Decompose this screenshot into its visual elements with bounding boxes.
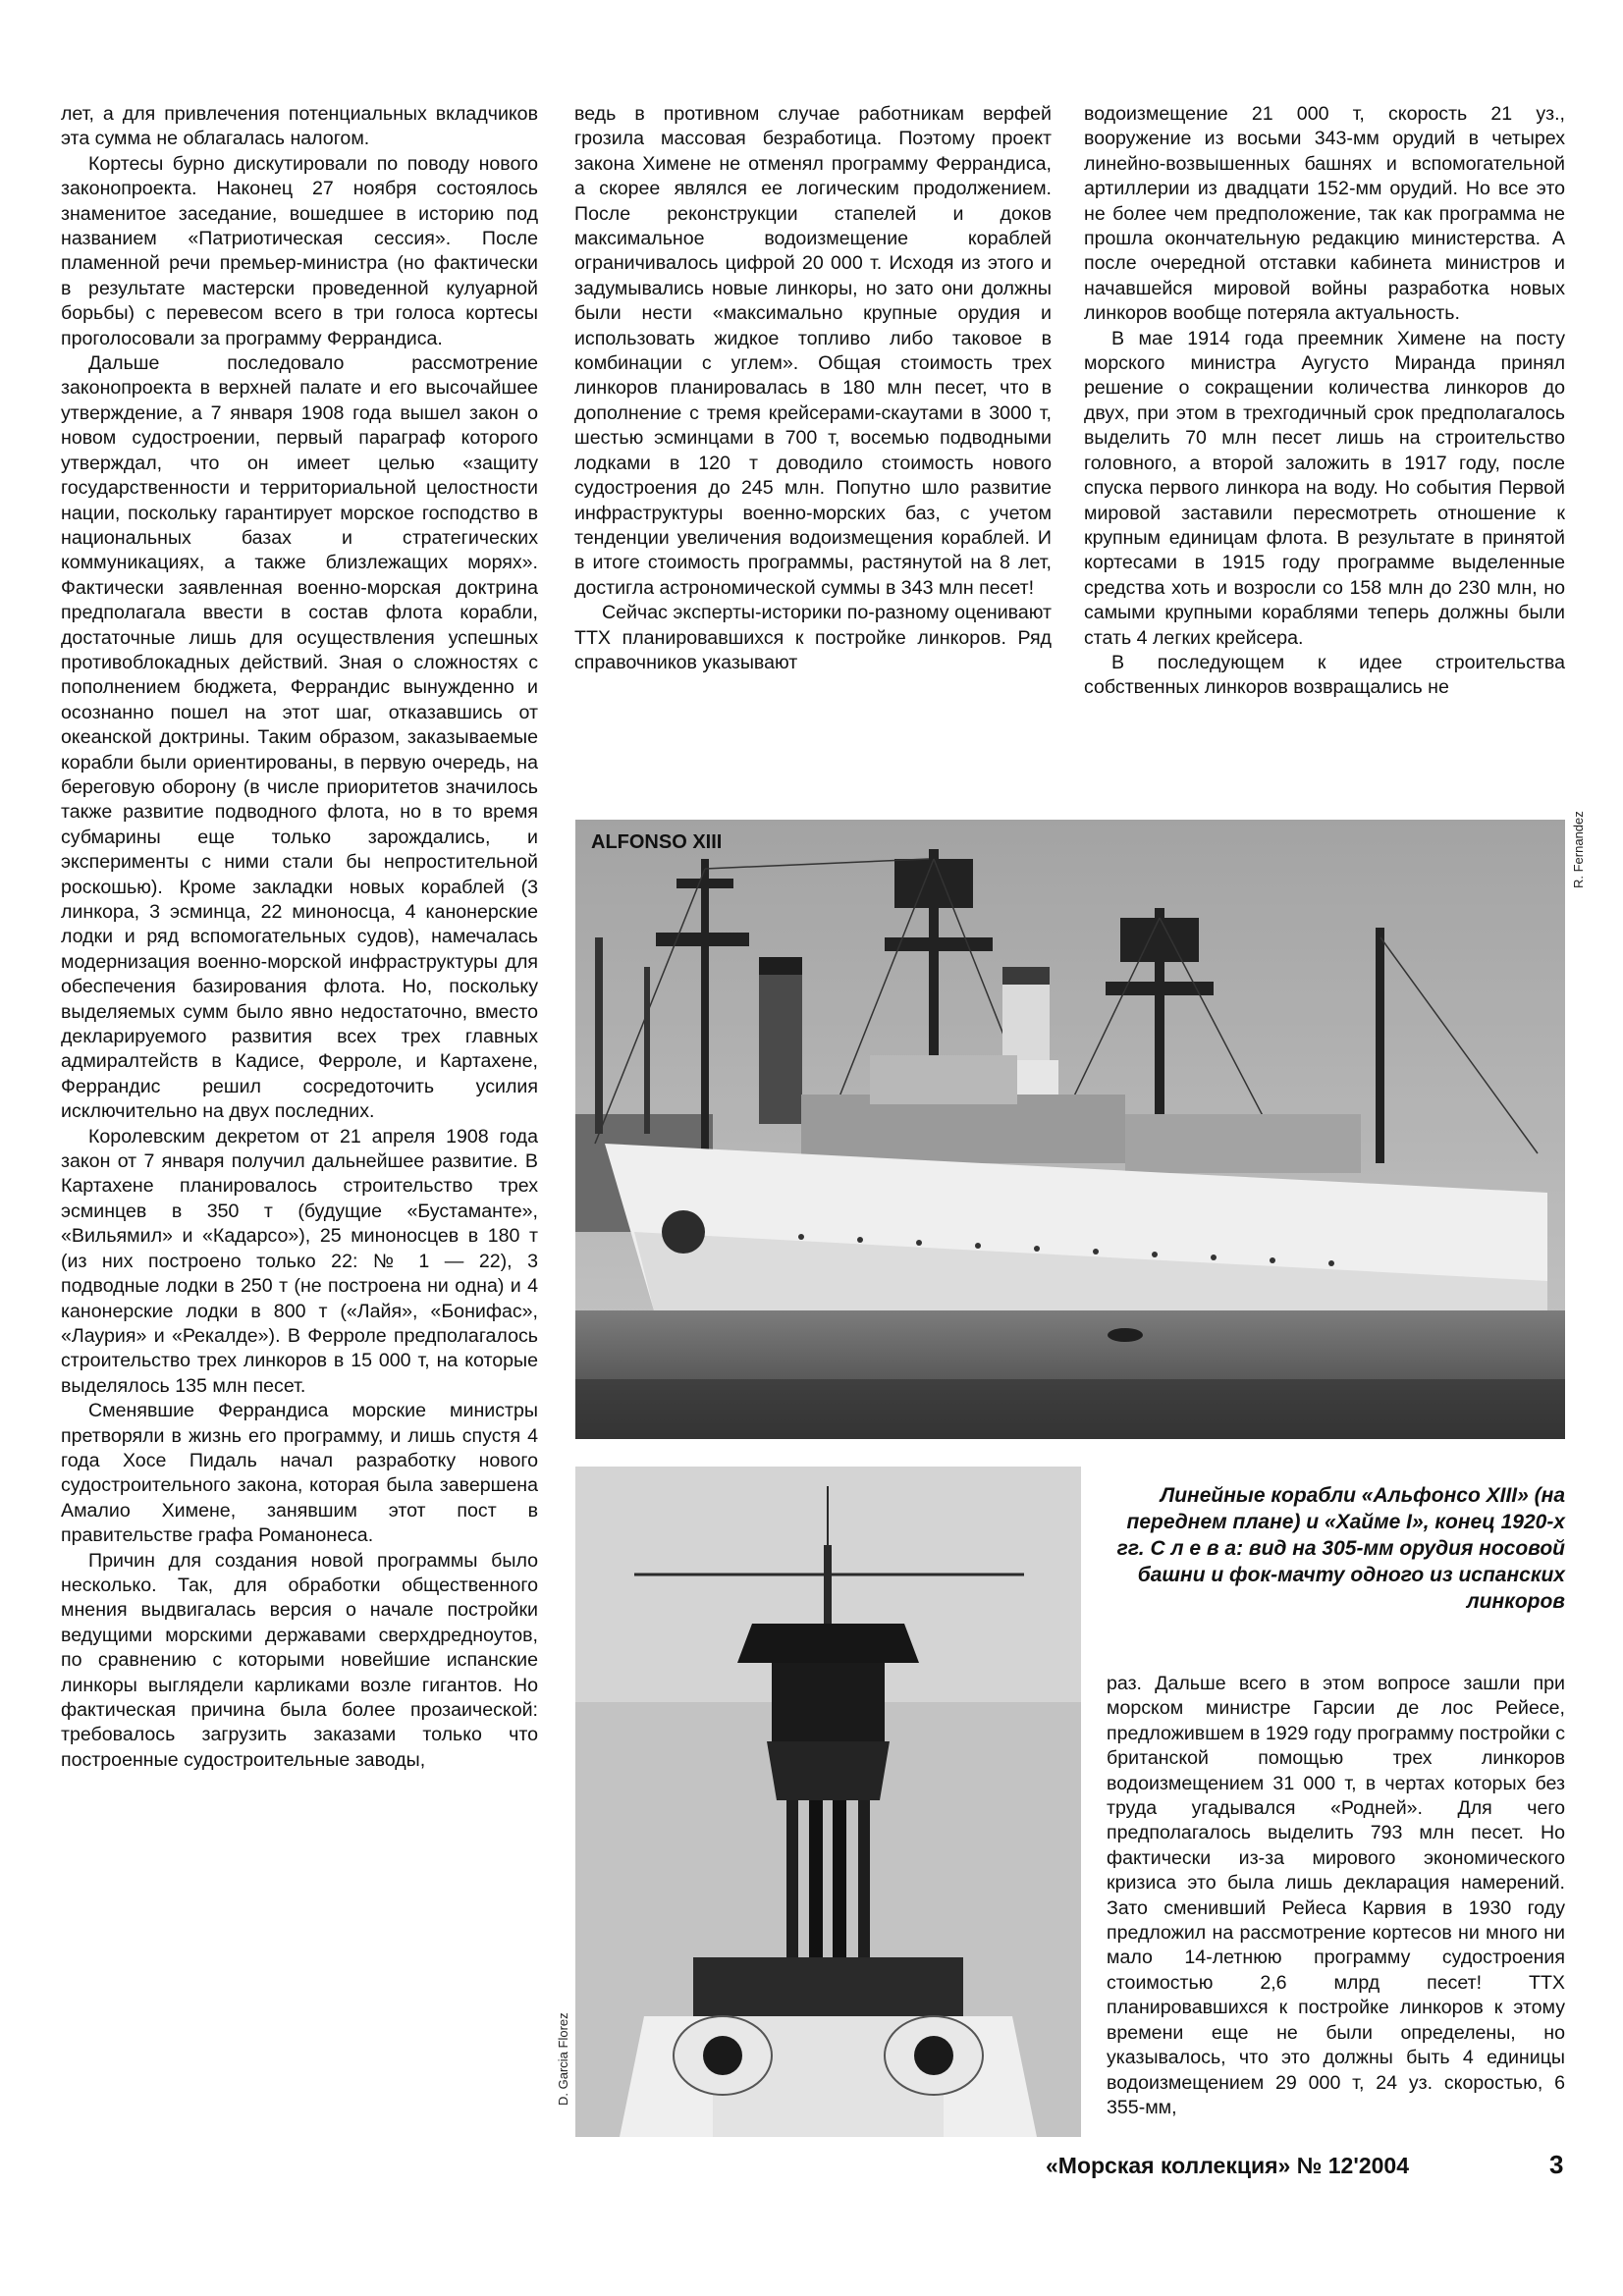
- journal-footer: «Морская коллекция» № 12'2004: [1046, 2153, 1409, 2178]
- text-column-1: [61, 102, 538, 1773]
- gun-turret-photo: [575, 1467, 1081, 2137]
- text-column-2: [574, 102, 1052, 675]
- paragraph: водоизмещение 21 000 т, скорость 21 уз., вооружение из восьми 343-мм орудий в четырех линейно-возвышенных башнях и вспомогательной артиллерии из двадцати 152-мм орудий. Но все это не более чем предположение, так как программа не прошла окончательную редакцию министерства. А после очередной отставки кабинета министров и начавшейся мировой войны разработка новых линкоров вообще потеряла актуальность.: [1084, 103, 1565, 325]
- paragraph: Кортесы бурно дискутировали по поводу нового законопроекта. Наконец 27 ноября состоялось знаменитое заседание, вошедшее в историю под названием «Патриотическая сессия». После пламенной речи премьер-министра (но фактически в результате мастерски проведенной кулуарной борьбы) с перевесом всего в три голоса кортесы проголосовали за программу Феррандиса.: [61, 152, 538, 349]
- paragraph: В последующем к идее строительства собственных линкоров возвращались не: [1084, 651, 1565, 699]
- paragraph: Дальше последовало рассмотрение законопроекта в верхней палате и его высочайшее утверждение, а 7 января 1908 года вышел закон о новом судостроении, первый параграф которого утверждал, что он имеет целью «защиту государственности и территориальной целостности нации, поскольку гарантирует морское господство в национальных базах и стратегических коммуникациях, а также близлежащих морях». Фактически заявленная военно-морская доктрина предполагала ввести в состав флота корабли, достаточные лишь для осуществления успешных противоблокадных действий. Зная о сложностях с пополнением бюджета, Феррандис вынужденно и осознанно пошел на этот шаг, отказавшись от океанской доктрины. Таким образом, заказываемые корабли были ориентированы, в первую очередь, на береговую оборону (в числе приоритетов значилось также развитие подводного флота, но в то время субмарины еще только зарождались, и эксперименты с ними стали бы непростительной роскошью). Кроме закладки новых кораблей (3 линкора, 3 эсминца, 22 миноносца, 4 канонерские лодки и ряд вспомогательных судов), намечалась модернизация военно-морской инфраструктуры для обеспечения базирования флота. Но, поскольку выделяемых сумм было явно недостаточно, вместо декларируемого развития всех трех главных адмиралтейств в Кадисе, Ферроле, и Картахене, Феррандис решил сосредоточить усилия исключительно на двух последних.: [61, 352, 538, 1123]
- paragraph: раз. Дальше всего в этом вопросе зашли при морском министре Гарсии де лос Рейесе, предложившем в 1929 году программу постройки с британской помощью трех линкоров водоизмещением 31 000 т, в чертах которых без труда угадывался «Родней». Для чего предполагалось выделить 793 млн песет. Но фактически из-за мирового экономического кризиса это была лишь декларация намерений. Зато сменивший Рейеса Карвия в 1930 году предложил на рассмотрение кортесов ни много ни мало 14-летнюю программу судостроения стоимостью 2,6 млрд песет! ТТХ планировавшихся к постройке линкоров к этому времени еще не были определены, но указывалось, что это должны быть 4 единицы водоизмещением 29 000 т, 24 уз. скоростью, 6 355-мм,: [1107, 1673, 1565, 2118]
- paragraph: В мае 1914 года преемник Химене на посту морского министра Аугусто Миранда принял решение о сокращении количества линкоров до двух, при этом в трехгодичный срок предполагалось выделить 70 млн песет лишь на строительство головного, а второй заложить в 1917 году, после спуска первого линкора на воду. Но события Первой мировой заставили пересмотреть отношение к крупным единицам флота. В результате в принятой кортесами в 1915 году программе выделенные средства хоть и возросли со 158 млн до 230 млн, но самыми крупными кораблями теперь должны были стать 4 легких крейсера.: [1084, 327, 1565, 649]
- ship-name-label: ALFONSO XIII: [591, 831, 723, 853]
- paragraph: Сменявшие Феррандиса морские министры претворяли в жизнь его программу, и лишь спустя 4 года Хосе Пидаль начал разработку нового судостроительного закона, которая была завершена Амалио Химене, занявшим этот пост в правительстве графа Романонеса.: [61, 1400, 538, 1547]
- text-column-3: [1084, 102, 1565, 701]
- paragraph: Сейчас эксперты-историки по-разному оценивают ТТХ планировавшихся к постройке линкоров. Ряд справочников указывают: [574, 602, 1052, 673]
- photo-credit: R. Fernandez: [1571, 811, 1586, 888]
- photo-credit: D. Garcia Florez: [556, 2012, 570, 2106]
- battleship-illustration: [575, 820, 1565, 1439]
- battleship-photo: [575, 820, 1565, 1439]
- text-column-3-continued: [1107, 1672, 1565, 2120]
- paragraph: ведь в противном случае работникам верфей грозила массовая безработица. Поэтому проект закона Химене не отменял программу Феррандиса, а скорее являлся ее логическим продолжением. После реконструкции стапелей и доков максимальное водоизмещение кораблей ограничивалось цифрой 20 000 т. Исходя из этого и задумывались новые линкоры, но зато они должны были нести «максимально крупные орудия и использовать жидкое топливо либо таковое в комбинации с углем». Общая стоимость трех линкоров планировалась в 180 млн песет, что в дополнение с тремя крейсерами-скаутами в 3000 т, шестью эсминцами в 700 т, восемью подводными лодками в 120 т доводило стоимость нового судостроения до 245 млн. Попутно шло развитие инфраструктуры военно-морских баз, с учетом тенденции увеличения водоизмещения кораблей. И в итоге стоимость программы, растянутой на 8 лет, достигла астрономической суммы в 343 млн песет!: [574, 103, 1052, 599]
- photo-caption: Линейные корабли «Альфонсо XIII» (на переднем плане) и «Хайме I», конец 1920-х гг. С л е в а: вид на 305-мм орудия носовой башни и фок-мачту одного из испанских линкоров: [1116, 1484, 1565, 1613]
- paragraph: лет, а для привлечения потенциальных вкладчиков эта сумма не облагалась налогом.: [61, 103, 538, 150]
- gun-turret-illustration: [575, 1467, 1081, 2137]
- paragraph: Королевским декретом от 21 апреля 1908 года закон от 7 января получил дальнейшее развитие. В Картахене планировалось строительство трех эсминцев в 350 т (будущие «Бустаманте», «Вильямил» и «Кадарсо»), 25 миноносцев в 180 т (из них построено только 22: № 1 — 22), 3 подводные лодки в 250 т (не построена ни одна) и 4 канонерские лодки в 800 т («Лайя», «Бонифас», «Лаурия» и «Рекалде»). В Ферроле предполагалось строительство трех линкоров в 15 000 т, на которые выделялось 135 млн песет.: [61, 1125, 538, 1397]
- page-number: 3: [1549, 2150, 1564, 2179]
- paragraph: Причин для создания новой программы было несколько. Так, для обработки общественного мнения выдвигалась версия о начале постройки ведущими морскими державами сверхдредноутов, по сравнению с которыми новейшие испанские линкоры выглядели карликами возле гигантов. Но фактическая причина была более прозаической: требовалось загрузить заказами только что построенные судостроительные заводы,: [61, 1549, 538, 1771]
